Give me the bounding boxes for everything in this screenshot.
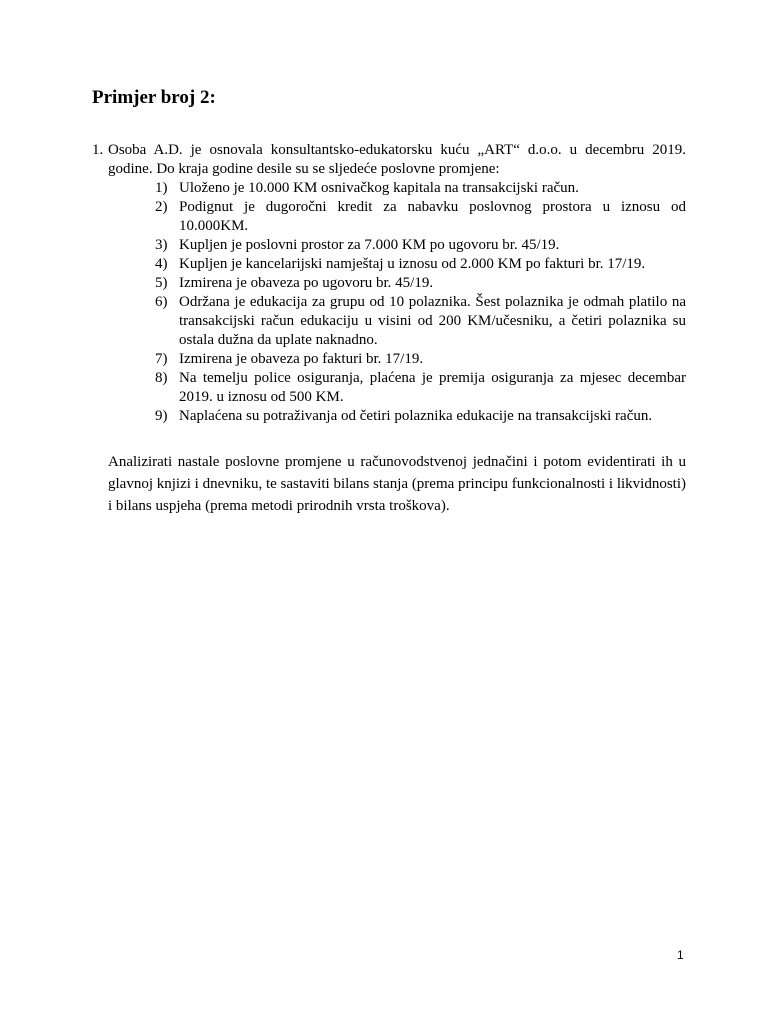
task-body xyxy=(108,141,686,426)
transaction-number: 7) xyxy=(155,351,168,367)
transaction-number: 9) xyxy=(155,408,168,424)
transaction-number: 1) xyxy=(155,180,168,196)
transaction-number: 5) xyxy=(155,275,168,291)
page-heading: Primjer broj 2: xyxy=(92,87,216,108)
transaction-item xyxy=(108,255,686,274)
transaction-text: Na temelju police osiguranja, plaćena je premija osiguranja za mjesec decembar 2019. u iznosu od 500 KM. xyxy=(179,370,686,405)
transaction-item xyxy=(108,236,686,255)
transaction-item xyxy=(108,293,686,350)
transaction-list xyxy=(108,179,686,426)
transaction-number: 4) xyxy=(155,256,168,272)
transaction-text: Izmirena je obaveza po fakturi br. 17/19. xyxy=(179,351,424,367)
transaction-text: Uloženo je 10.000 KM osnivačkog kapitala na transakcijski račun. xyxy=(179,180,579,196)
transaction-text: Kupljen je kancelarijski namještaj u iznosu od 2.000 KM po fakturi br. 17/19. xyxy=(179,256,646,272)
transaction-item xyxy=(108,274,686,293)
transaction-text: Održana je edukacija za grupu od 10 polaznika. Šest polaznika je odmah platilo na transakcijski račun edukaciju u visini od 200 KM/učesniku, a četiri polaznika su ostala dužna da uplate naknadno. xyxy=(179,294,686,348)
transaction-text: Kupljen je poslovni prostor za 7.000 KM po ugovoru br. 45/19. xyxy=(179,237,560,253)
transaction-number: 2) xyxy=(155,199,168,215)
transaction-item xyxy=(108,369,686,407)
transaction-text: Izmirena je obaveza po ugovoru br. 45/19. xyxy=(179,275,434,291)
task-intro: Osoba A.D. je osnovala konsultantsko-edukatorsku kuću „ART“ d.o.o. u decembru 2019. godine. Do kraja godine desile su se sljedeće poslovne promjene: xyxy=(108,142,686,177)
task-instructions: Analizirati nastale poslovne promjene u računovodstvenoj jednačini i potom evidentirati ih u glavnoj knjizi i dnevniku, te sastaviti bilans stanja (prema principu funkcionalnosti i likvidnosti) i bilans uspjeha (prema metodi prirodnih vrsta troškova). xyxy=(108,454,686,514)
transaction-item xyxy=(108,407,686,426)
transaction-item xyxy=(108,350,686,369)
transaction-number: 3) xyxy=(155,237,168,253)
transaction-item xyxy=(108,198,686,236)
transaction-number: 8) xyxy=(155,370,168,386)
transaction-text: Naplaćena su potraživanja od četiri polaznika edukacije na transakcijski račun. xyxy=(179,408,653,424)
transaction-number: 6) xyxy=(155,294,168,310)
transaction-text: Podignut je dugoročni kredit za nabavku poslovnog prostora u iznosu od 10.000KM. xyxy=(179,199,686,234)
page-number: 1 xyxy=(677,948,684,962)
task-number: 1. xyxy=(92,142,104,158)
transaction-item xyxy=(108,179,686,198)
